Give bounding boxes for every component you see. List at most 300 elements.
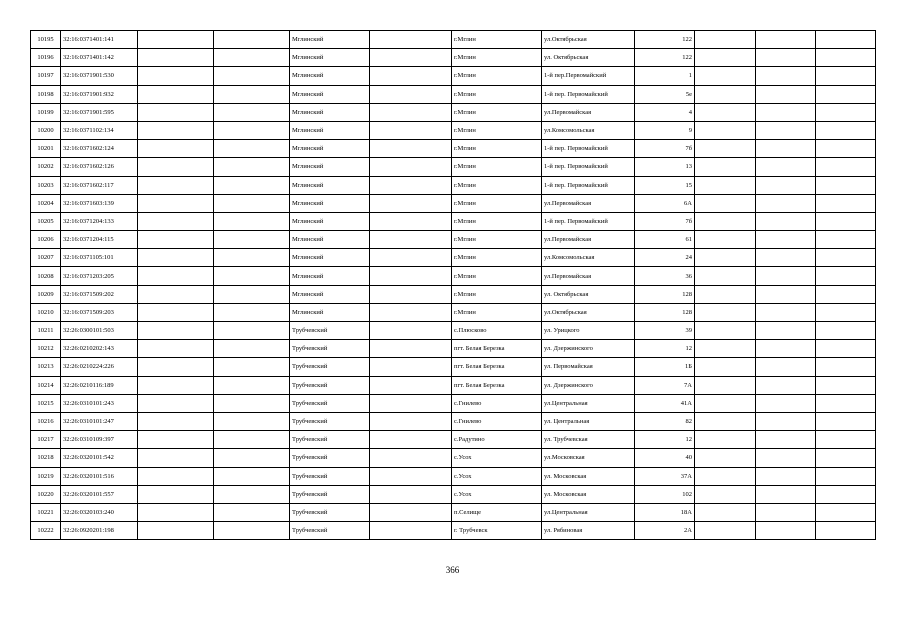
empty-cell [138,231,214,249]
empty-cell [214,121,290,139]
empty-cell [695,394,756,412]
street-cell: ул.Первомайская [542,231,635,249]
empty-cell [695,358,756,376]
empty-cell [695,522,756,540]
table-row [31,49,876,67]
district-cell: Трубчевский [290,449,370,467]
empty-cell [138,485,214,503]
empty-cell [816,267,876,285]
house-number-cell: 7б [635,140,695,158]
house-number-cell: 41А [635,394,695,412]
cadastral-number-cell: 32:26:0210202:143 [61,340,138,358]
locality-cell: г.Мглин [452,285,542,303]
street-cell: ул. Московская [542,467,635,485]
table-row [31,412,876,430]
house-number-cell: 5е [635,85,695,103]
cadastral-number-cell: 32:16:0371901:595 [61,103,138,121]
table-row [31,85,876,103]
empty-cell [695,67,756,85]
house-number-cell: 6А [635,194,695,212]
street-cell: 1-й пер. Первомайский [542,140,635,158]
district-cell: Мглинский [290,249,370,267]
empty-cell [370,285,452,303]
district-cell: Мглинский [290,285,370,303]
empty-cell [816,249,876,267]
empty-cell [695,121,756,139]
empty-cell [214,376,290,394]
cadastral-number-cell: 32:26:0310109:397 [61,431,138,449]
district-cell: Мглинский [290,176,370,194]
street-cell: ул.Центральная [542,503,635,521]
empty-cell [816,103,876,121]
empty-cell [816,31,876,49]
empty-cell [695,140,756,158]
empty-cell [816,140,876,158]
cadastral-number-cell: 32:26:0310101:243 [61,394,138,412]
empty-cell [816,176,876,194]
empty-cell [138,467,214,485]
house-number-cell: 12 [635,431,695,449]
empty-cell [816,394,876,412]
row-number-cell: 10215 [31,394,61,412]
table-row [31,503,876,521]
house-number-cell: 128 [635,285,695,303]
cadastral-number-cell: 32:26:0310101:247 [61,412,138,430]
street-cell: ул.Первомайская [542,103,635,121]
street-cell: ул. Урицкого [542,322,635,340]
locality-cell: г.Мглин [452,194,542,212]
empty-cell [816,412,876,430]
empty-cell [756,285,816,303]
empty-cell [695,103,756,121]
empty-cell [138,140,214,158]
empty-cell [138,194,214,212]
empty-cell [756,103,816,121]
street-cell: ул.Октябрьская [542,303,635,321]
table-row [31,231,876,249]
row-number-cell: 10201 [31,140,61,158]
empty-cell [695,322,756,340]
empty-cell [695,85,756,103]
district-cell: Мглинский [290,49,370,67]
empty-cell [214,267,290,285]
empty-cell [816,67,876,85]
empty-cell [370,303,452,321]
empty-cell [370,267,452,285]
empty-cell [214,522,290,540]
street-cell: 1-й пер. Первомайский [542,85,635,103]
empty-cell [695,176,756,194]
empty-cell [756,176,816,194]
empty-cell [756,503,816,521]
table-row [31,340,876,358]
house-number-cell: 13 [635,158,695,176]
street-cell: ул. Дзержинского [542,376,635,394]
empty-cell [816,449,876,467]
street-cell: ул. Трубчевская [542,431,635,449]
empty-cell [816,522,876,540]
district-cell: Трубчевский [290,467,370,485]
empty-cell [370,158,452,176]
cadastral-number-cell: 32:16:0371401:141 [61,31,138,49]
locality-cell: с.Радутино [452,431,542,449]
empty-cell [214,358,290,376]
house-number-cell: 102 [635,485,695,503]
table-row [31,449,876,467]
locality-cell: г.Мглин [452,31,542,49]
table-row [31,431,876,449]
empty-cell [370,376,452,394]
cadastral-number-cell: 32:26:0320101:557 [61,485,138,503]
empty-cell [214,85,290,103]
locality-cell: г.Мглин [452,121,542,139]
district-cell: Трубчевский [290,340,370,358]
empty-cell [214,31,290,49]
empty-cell [370,85,452,103]
empty-cell [214,412,290,430]
table-row [31,212,876,230]
district-cell: Трубчевский [290,431,370,449]
empty-cell [214,467,290,485]
empty-cell [214,394,290,412]
district-cell: Мглинский [290,212,370,230]
locality-cell: пгт. Белая Березка [452,376,542,394]
locality-cell: пгт. Белая Березка [452,358,542,376]
empty-cell [370,194,452,212]
empty-cell [756,231,816,249]
row-number-cell: 10214 [31,376,61,394]
cadastral-number-cell: 32:16:0371509:202 [61,285,138,303]
empty-cell [214,231,290,249]
locality-cell: с.Усох [452,485,542,503]
row-number-cell: 10204 [31,194,61,212]
house-number-cell: 61 [635,231,695,249]
row-number-cell: 10210 [31,303,61,321]
locality-cell: г.Мглин [452,303,542,321]
table-row [31,103,876,121]
district-cell: Мглинский [290,303,370,321]
table-row [31,176,876,194]
house-number-cell: 82 [635,412,695,430]
table-row [31,485,876,503]
empty-cell [138,431,214,449]
locality-cell: с.Плюсково [452,322,542,340]
empty-cell [138,249,214,267]
empty-cell [756,140,816,158]
district-cell: Мглинский [290,103,370,121]
empty-cell [756,49,816,67]
empty-cell [214,103,290,121]
row-number-cell: 10202 [31,158,61,176]
registry-table [30,30,876,540]
street-cell: ул.Московская [542,449,635,467]
cadastral-number-cell: 32:26:0320101:542 [61,449,138,467]
empty-cell [370,31,452,49]
locality-cell: г.Мглин [452,231,542,249]
row-number-cell: 10195 [31,31,61,49]
empty-cell [695,49,756,67]
locality-cell: г.Мглин [452,67,542,85]
empty-cell [756,467,816,485]
empty-cell [816,158,876,176]
empty-cell [695,31,756,49]
cadastral-number-cell: 32:26:0210116:189 [61,376,138,394]
row-number-cell: 10219 [31,467,61,485]
empty-cell [816,467,876,485]
empty-cell [214,176,290,194]
empty-cell [138,67,214,85]
locality-cell: г. Трубчевск [452,522,542,540]
empty-cell [370,103,452,121]
district-cell: Трубчевский [290,503,370,521]
empty-cell [370,340,452,358]
empty-cell [370,449,452,467]
empty-cell [816,358,876,376]
street-cell: ул. Московская [542,485,635,503]
empty-cell [138,267,214,285]
empty-cell [695,212,756,230]
empty-cell [370,231,452,249]
empty-cell [370,431,452,449]
empty-cell [370,49,452,67]
table-row [31,522,876,540]
empty-cell [695,231,756,249]
empty-cell [138,103,214,121]
house-number-cell: 122 [635,31,695,49]
empty-cell [214,322,290,340]
empty-cell [816,85,876,103]
row-number-cell: 10218 [31,449,61,467]
empty-cell [695,340,756,358]
table-row [31,322,876,340]
locality-cell: с.Гнилево [452,394,542,412]
locality-cell: г.Мглин [452,140,542,158]
street-cell: ул. Рябиновая [542,522,635,540]
cadastral-number-cell: 32:16:0371204:133 [61,212,138,230]
street-cell: ул. Дзержинского [542,340,635,358]
house-number-cell: 2А [635,522,695,540]
locality-cell: г.Мглин [452,212,542,230]
table-row [31,140,876,158]
empty-cell [370,322,452,340]
table-row [31,376,876,394]
empty-cell [756,249,816,267]
empty-cell [214,49,290,67]
district-cell: Мглинский [290,121,370,139]
locality-cell: г.Мглин [452,267,542,285]
cadastral-number-cell: 32:16:0371603:139 [61,194,138,212]
district-cell: Мглинский [290,85,370,103]
street-cell: ул.Первомайская [542,267,635,285]
empty-cell [756,431,816,449]
district-cell: Мглинский [290,67,370,85]
house-number-cell: 36 [635,267,695,285]
street-cell: ул. Октябрьская [542,285,635,303]
empty-cell [138,31,214,49]
row-number-cell: 10221 [31,503,61,521]
cadastral-number-cell: 32:16:0371105:101 [61,249,138,267]
row-number-cell: 10211 [31,322,61,340]
empty-cell [816,49,876,67]
locality-cell: с.Усох [452,467,542,485]
row-number-cell: 10205 [31,212,61,230]
empty-cell [138,522,214,540]
empty-cell [214,303,290,321]
empty-cell [756,358,816,376]
street-cell: ул. Октябрьская [542,49,635,67]
empty-cell [756,485,816,503]
empty-cell [756,194,816,212]
empty-cell [695,267,756,285]
street-cell: ул.Первомайская [542,194,635,212]
empty-cell [816,212,876,230]
empty-cell [695,285,756,303]
empty-cell [695,158,756,176]
house-number-cell: 7А [635,376,695,394]
empty-cell [370,212,452,230]
empty-cell [138,412,214,430]
empty-cell [138,176,214,194]
district-cell: Мглинский [290,140,370,158]
document-page [30,30,875,540]
empty-cell [138,503,214,521]
row-number-cell: 10217 [31,431,61,449]
empty-cell [214,503,290,521]
cadastral-number-cell: 32:16:0371602:124 [61,140,138,158]
house-number-cell: 15 [635,176,695,194]
empty-cell [695,249,756,267]
district-cell: Мглинский [290,267,370,285]
district-cell: Трубчевский [290,358,370,376]
row-number-cell: 10199 [31,103,61,121]
street-cell: ул.Центральная [542,394,635,412]
empty-cell [695,449,756,467]
empty-cell [214,212,290,230]
empty-cell [816,121,876,139]
cadastral-number-cell: 32:16:0371602:117 [61,176,138,194]
empty-cell [756,303,816,321]
empty-cell [138,376,214,394]
empty-cell [695,376,756,394]
empty-cell [816,376,876,394]
row-number-cell: 10196 [31,49,61,67]
cadastral-number-cell: 32:16:0371509:203 [61,303,138,321]
empty-cell [816,303,876,321]
cadastral-number-cell: 32:26:0320103:240 [61,503,138,521]
empty-cell [756,212,816,230]
district-cell: Мглинский [290,231,370,249]
empty-cell [756,158,816,176]
empty-cell [370,358,452,376]
cadastral-number-cell: 32:16:0371102:134 [61,121,138,139]
empty-cell [816,503,876,521]
empty-cell [214,285,290,303]
registry-body [31,31,876,540]
empty-cell [756,340,816,358]
cadastral-number-cell: 32:16:0371401:142 [61,49,138,67]
district-cell: Мглинский [290,158,370,176]
row-number-cell: 10206 [31,231,61,249]
empty-cell [370,176,452,194]
district-cell: Трубчевский [290,376,370,394]
district-cell: Трубчевский [290,394,370,412]
table-row [31,67,876,85]
row-number-cell: 10220 [31,485,61,503]
empty-cell [138,340,214,358]
house-number-cell: 122 [635,49,695,67]
cadastral-number-cell: 32:16:0371901:530 [61,67,138,85]
empty-cell [214,67,290,85]
empty-cell [214,249,290,267]
street-cell: ул. Первомайская [542,358,635,376]
empty-cell [816,431,876,449]
empty-cell [138,322,214,340]
empty-cell [695,485,756,503]
locality-cell: г.Мглин [452,85,542,103]
table-row [31,303,876,321]
empty-cell [756,85,816,103]
street-cell: 1-й пер. Первомайский [542,212,635,230]
locality-cell: п.Селище [452,503,542,521]
empty-cell [756,376,816,394]
empty-cell [756,412,816,430]
empty-cell [816,285,876,303]
empty-cell [370,121,452,139]
empty-cell [214,158,290,176]
table-row [31,267,876,285]
row-number-cell: 10203 [31,176,61,194]
house-number-cell: 7б [635,212,695,230]
empty-cell [138,212,214,230]
table-row [31,394,876,412]
empty-cell [756,522,816,540]
cadastral-number-cell: 32:16:0371901:932 [61,85,138,103]
house-number-cell: 18А [635,503,695,521]
table-row [31,158,876,176]
cadastral-number-cell: 32:16:0371203:205 [61,267,138,285]
district-cell: Трубчевский [290,485,370,503]
cadastral-number-cell: 32:16:0371602:126 [61,158,138,176]
empty-cell [756,31,816,49]
house-number-cell: 39 [635,322,695,340]
district-cell: Трубчевский [290,522,370,540]
empty-cell [138,121,214,139]
empty-cell [138,85,214,103]
empty-cell [138,394,214,412]
empty-cell [138,158,214,176]
empty-cell [756,449,816,467]
empty-cell [214,340,290,358]
locality-cell: г.Мглин [452,49,542,67]
cadastral-number-cell: 32:26:0920201:198 [61,522,138,540]
empty-cell [138,449,214,467]
house-number-cell: 40 [635,449,695,467]
district-cell: Трубчевский [290,412,370,430]
row-number-cell: 10198 [31,85,61,103]
locality-cell: г.Мглин [452,158,542,176]
street-cell: ул. Центральная [542,412,635,430]
empty-cell [756,267,816,285]
empty-cell [214,431,290,449]
empty-cell [756,394,816,412]
table-row [31,249,876,267]
street-cell: ул.Октябрьская [542,31,635,49]
empty-cell [138,49,214,67]
empty-cell [756,67,816,85]
locality-cell: с.Гнилево [452,412,542,430]
street-cell: ул.Комсомольская [542,249,635,267]
page-number: 366 [445,565,460,575]
